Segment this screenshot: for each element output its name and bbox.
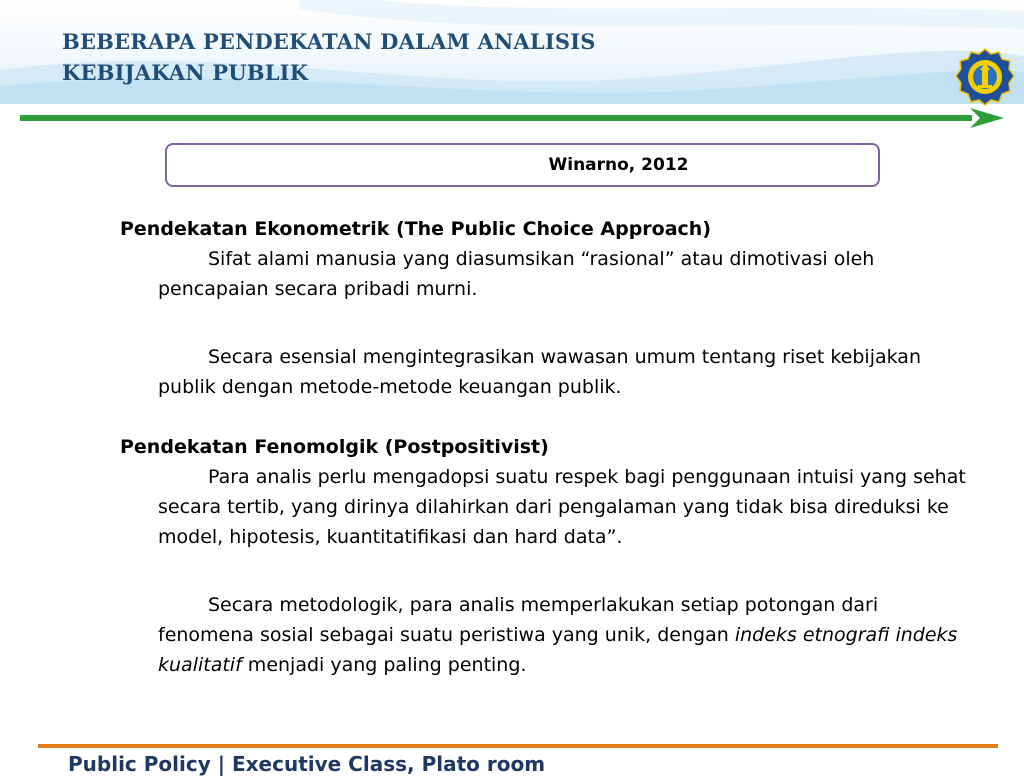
slide-title (62, 26, 596, 88)
paragraph: Secara esensial mengintegrasikan wawasan umum tentang riset kebijakan publik dengan metode-metode keuangan publik. (158, 346, 921, 398)
paragraph-text: menjadi yang paling penting. (241, 654, 527, 676)
footer-divider (38, 744, 998, 748)
paragraph (158, 590, 980, 680)
header-band (0, 0, 1024, 104)
spacer (120, 304, 980, 342)
slide-content (120, 214, 980, 680)
spacer (120, 402, 980, 432)
paragraph: Sifat alami manusia yang diasumsikan “rasional” atau dimotivasi oleh pencapaian secara pribadi murni. (158, 248, 875, 300)
paragraph-italic-text: indeks etnografi indeks kualitatif (158, 624, 958, 676)
title-divider-arrow (20, 108, 1008, 128)
university-seal-icon (956, 48, 1014, 106)
citation-box (165, 143, 880, 187)
footer-text: Public Policy | Executive Class, Plato room (68, 752, 546, 776)
slide-title-line-2: KEBIJAKAN PUBLIK (62, 60, 309, 85)
paragraph-text: Secara metodologik, para analis memperlakukan setiap potongan dari fenomena sosial sebagai suatu peristiwa yang unik, dengan (158, 594, 879, 646)
paragraph: Para analis perlu mengadopsi suatu respek bagi penggunaan intuisi yang sehat secara tertib, yang dirinya dilahirkan dari pengalaman yang tidak bisa direduksi ke model, hipotesis, kuantitatifikasi dan hard data”. (158, 466, 966, 548)
section-heading-econometric: Pendekatan Ekonometrik (The Public Choice Approach) (120, 218, 712, 240)
spacer (120, 552, 980, 590)
citation-text: Winarno, 2012 (548, 155, 689, 175)
section-heading-phenomenological: Pendekatan Fenomolgik (Postpositivist) (120, 436, 549, 458)
slide-title-line-1: BEBERAPA PENDEKATAN DALAM ANALISIS (62, 29, 596, 54)
